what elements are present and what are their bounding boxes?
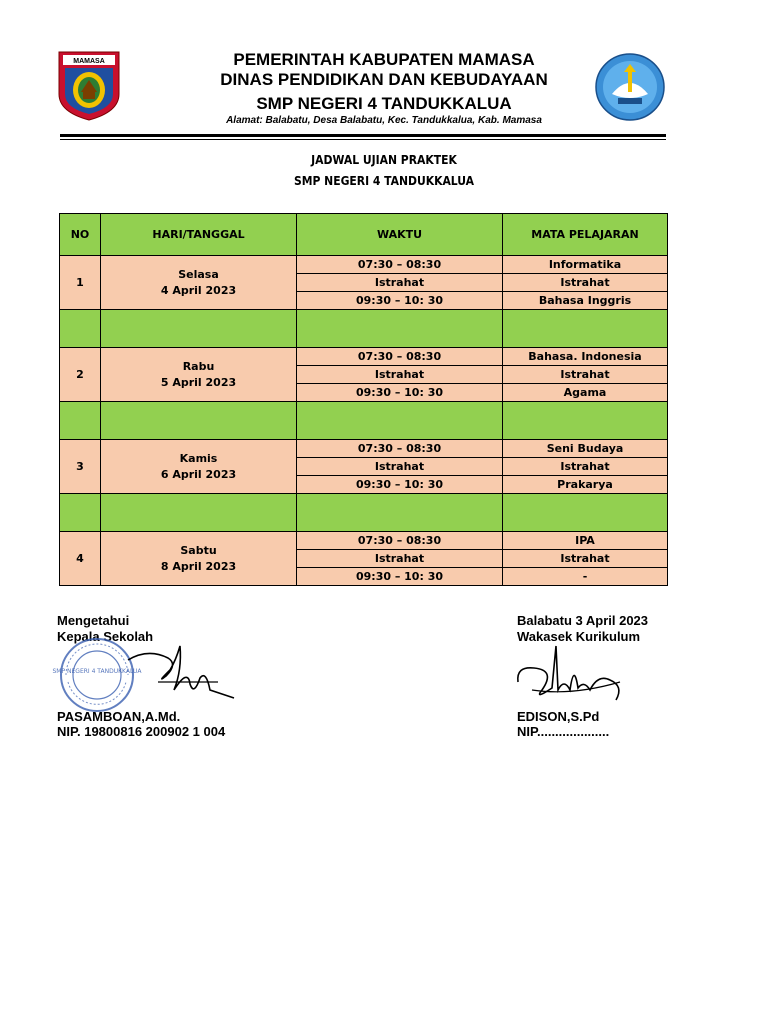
separator-row (60, 402, 668, 440)
table-row (60, 440, 668, 458)
separator-row (60, 494, 668, 532)
vice-principal-name: EDISON,S.Pd (517, 709, 600, 724)
principal-name: PASAMBOAN,A.Md. (57, 709, 181, 724)
time-cell: 07:30 – 08:30 (297, 532, 503, 550)
col-header-time: WAKTU (297, 214, 503, 256)
subject-cell: Istrahat (503, 458, 668, 476)
subject-cell: Istrahat (503, 274, 668, 292)
time-cell: 09:30 – 10: 30 (297, 384, 503, 402)
col-header-no: NO (60, 214, 101, 256)
time-cell: 07:30 – 08:30 (297, 256, 503, 274)
day-date: 4 April 2023 (160, 284, 237, 297)
header-department: DINAS PENDIDIKAN DAN KEBUDAYAAN (220, 70, 548, 89)
subject-cell: IPA (503, 532, 668, 550)
header-school: SMP NEGERI 4 TANDUKKALUA (256, 94, 512, 113)
principal-title: Kepala Sekolah (57, 629, 154, 644)
time-cell: 09:30 – 10: 30 (297, 292, 503, 310)
document-title: JADWAL UJIAN PRAKTEK (311, 153, 457, 167)
day-name: Selasa (178, 268, 219, 281)
logo-text: MAMASA (73, 58, 105, 65)
subject-cell: Seni Budaya (503, 440, 668, 458)
time-cell: 09:30 – 10: 30 (297, 476, 503, 494)
table-row (60, 532, 668, 550)
day-name: Sabtu (180, 544, 217, 557)
row-number: 3 (60, 440, 101, 494)
header-government: PEMERINTAH KABUPATEN MAMASA (233, 50, 535, 69)
principal-signature (118, 640, 238, 704)
subject-cell: - (503, 568, 668, 586)
col-header-day-date: HARI/TANGGAL (101, 214, 297, 256)
day-date: 5 April 2023 (160, 376, 237, 389)
row-number: 2 (60, 348, 101, 402)
time-cell: 07:30 – 08:30 (297, 348, 503, 366)
subject-cell: Bahasa. Indonesia (503, 348, 668, 366)
subject-cell: Bahasa Inggris (503, 292, 668, 310)
document-subtitle: SMP NEGERI 4 TANDUKKALUA (293, 174, 475, 188)
stamp-text: SMP NEGERI 4 TANDUKKALUA (52, 668, 142, 675)
subject-cell: Istrahat (503, 550, 668, 568)
time-cell: Istrahat (297, 274, 503, 292)
vice-principal-title: Wakasek Kurikulum (517, 629, 641, 644)
time-cell: 09:30 – 10: 30 (297, 568, 503, 586)
day-date: 8 April 2023 (160, 560, 237, 573)
place-date: Balabatu 3 April 2023 (517, 613, 649, 628)
header-divider-thin (60, 139, 666, 140)
header-address: Alamat: Balabatu, Desa Balabatu, Kec. Tandukkalua, Kab. Mamasa (226, 115, 542, 126)
separator-row (60, 310, 668, 348)
table-row (60, 256, 668, 274)
subject-cell: Informatika (503, 256, 668, 274)
vice-principal-signature (512, 638, 632, 712)
acknowledged-label: Mengetahui (57, 613, 130, 628)
row-number: 4 (60, 532, 101, 586)
time-cell: Istrahat (297, 550, 503, 568)
subject-cell: Prakarya (503, 476, 668, 494)
day-name: Kamis (179, 452, 218, 465)
table-row (60, 348, 668, 366)
day-date: 6 April 2023 (160, 468, 237, 481)
time-cell: Istrahat (297, 458, 503, 476)
day-date-cell (101, 348, 297, 402)
time-cell: Istrahat (297, 366, 503, 384)
header-divider-thick (60, 134, 666, 137)
row-number: 1 (60, 256, 101, 310)
subject-cell: Istrahat (503, 366, 668, 384)
day-name: Rabu (182, 360, 215, 373)
exam-schedule-table (59, 213, 668, 586)
day-date-cell (101, 532, 297, 586)
day-date-cell (101, 440, 297, 494)
subject-cell: Agama (503, 384, 668, 402)
day-date-cell (101, 256, 297, 310)
col-header-subject: MATA PELAJARAN (503, 214, 668, 256)
principal-nip: NIP. 19800816 200902 1 004 (57, 724, 226, 739)
vice-principal-nip: NIP.................... (517, 724, 610, 739)
table-header-row (60, 214, 668, 256)
time-cell: 07:30 – 08:30 (297, 440, 503, 458)
